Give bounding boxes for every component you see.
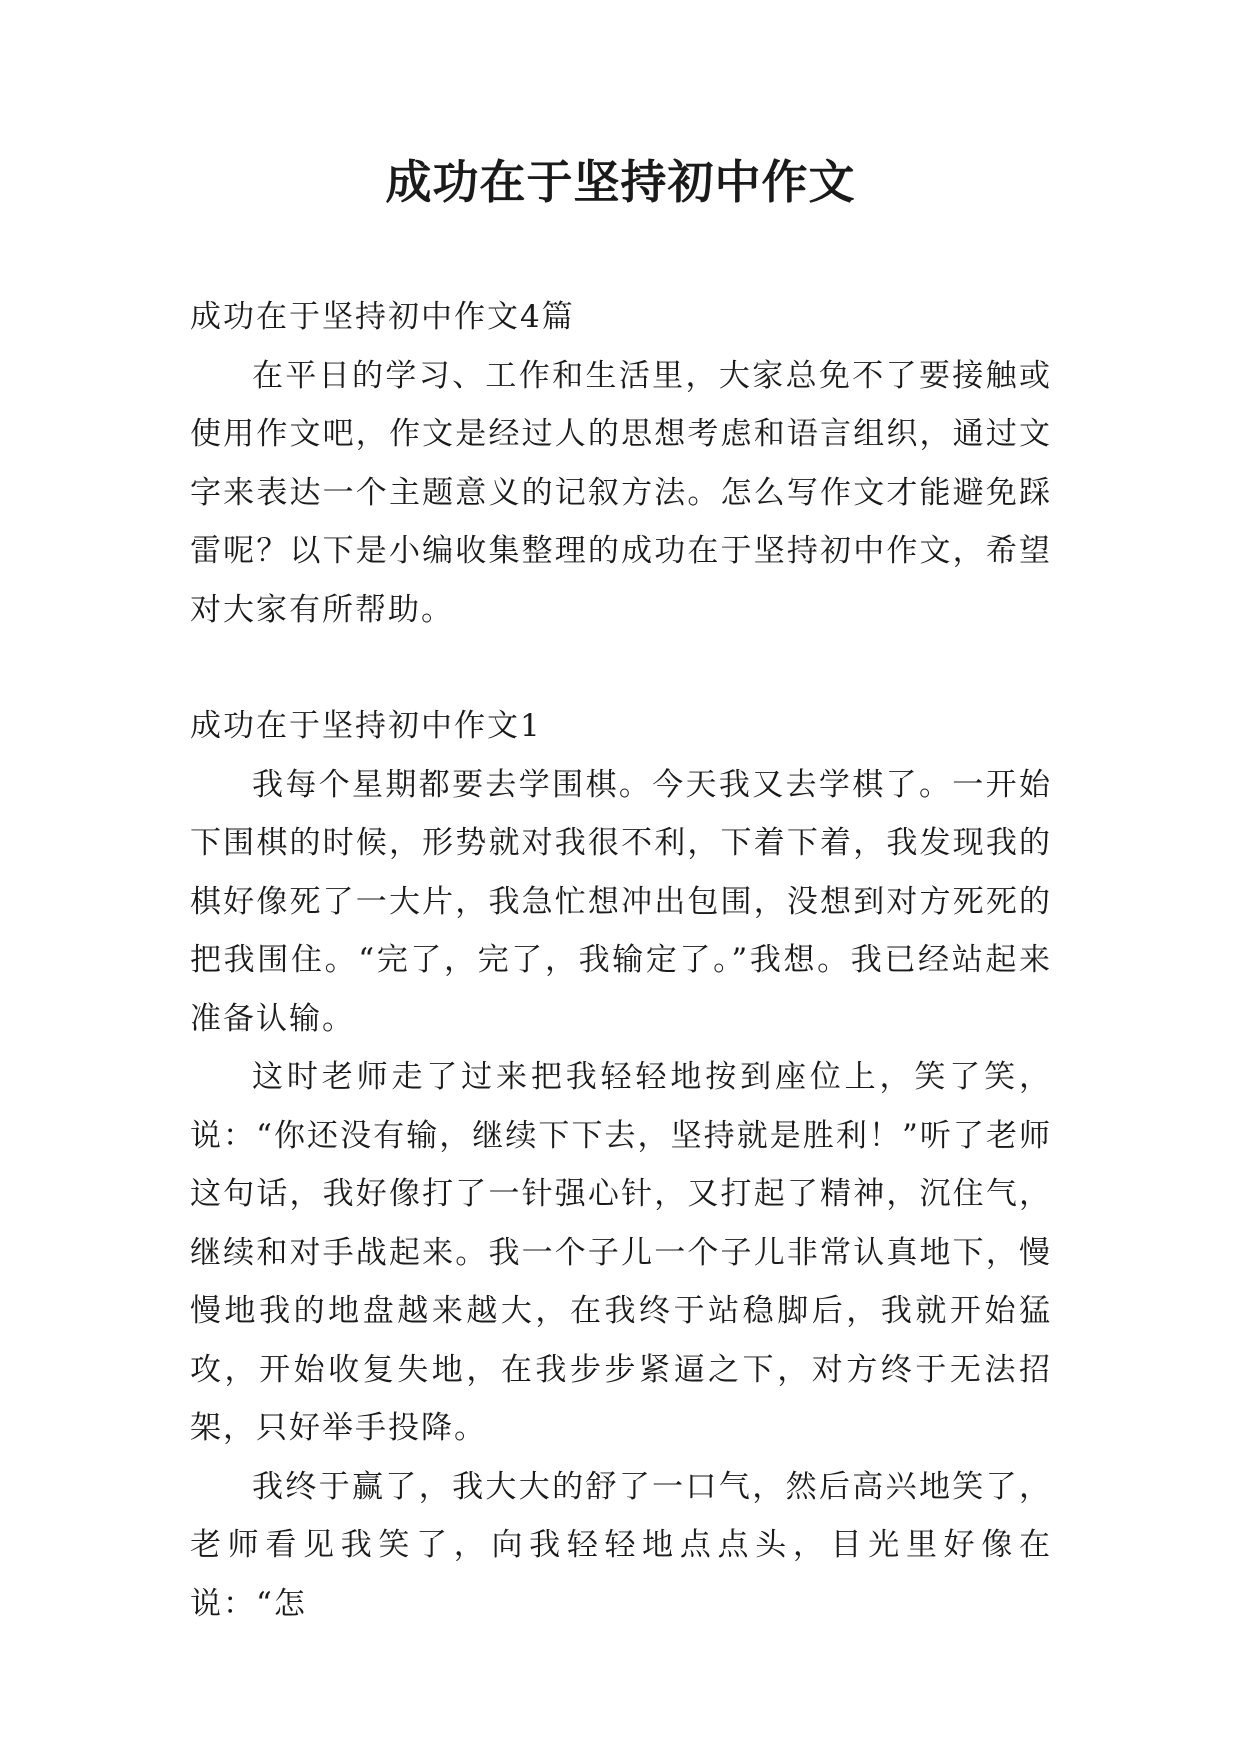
document-title: 成功在于坚持初中作文 bbox=[385, 155, 856, 209]
section-gap bbox=[190, 639, 1052, 697]
collection-heading: 成功在于坚持初中作文4篇 bbox=[190, 299, 575, 335]
essay-paragraph: 这时老师走了过来把我轻轻地按到座位上，笑了笑，说：“你还没有输，继续下下去，坚持就是胜利！”听了老师这句话，我好像打了一针强心针，又打起了精神，沉住气，继续和对手战起来。我一个子儿一个子儿非常认真地下，慢慢地我的地盘越来越大，在我终于站稳脚后，我就开始猛攻，开始收复失地，在我步步紧逼之下，对方终于无法招架，只好举手投降。 bbox=[190, 1059, 1052, 1446]
essay-paragraph: 我终于赢了，我大大的舒了一口气，然后高兴地笑了，老师看见我笑了，向我轻轻地点点头，目光里好像在说：“怎 bbox=[190, 1468, 1052, 1622]
essay-paragraph: 我每个星期都要去学围棋。今天我又去学棋了。一开始下围棋的时候，形势就对我很不利，下着下着，我发现我的棋好像死了一大片，我急忙想冲出包围，没想到对方死死的把我围住。“完了，完了，我输定了。”我想。我已经站起来准备认输。 bbox=[190, 766, 1052, 1037]
essay-heading: 成功在于坚持初中作文1 bbox=[190, 708, 542, 744]
document-body bbox=[190, 288, 1052, 1633]
intro-paragraph: 在平日的学习、工作和生活里，大家总免不了要接触或使用作文吧，作文是经过人的思想考虑和语言组织，通过文字来表达一个主题意义的记叙方法。怎么写作文才能避免踩雷呢？以下是小编收集整理的成功在于坚持初中作文，希望对大家有所帮助。 bbox=[190, 357, 1052, 628]
